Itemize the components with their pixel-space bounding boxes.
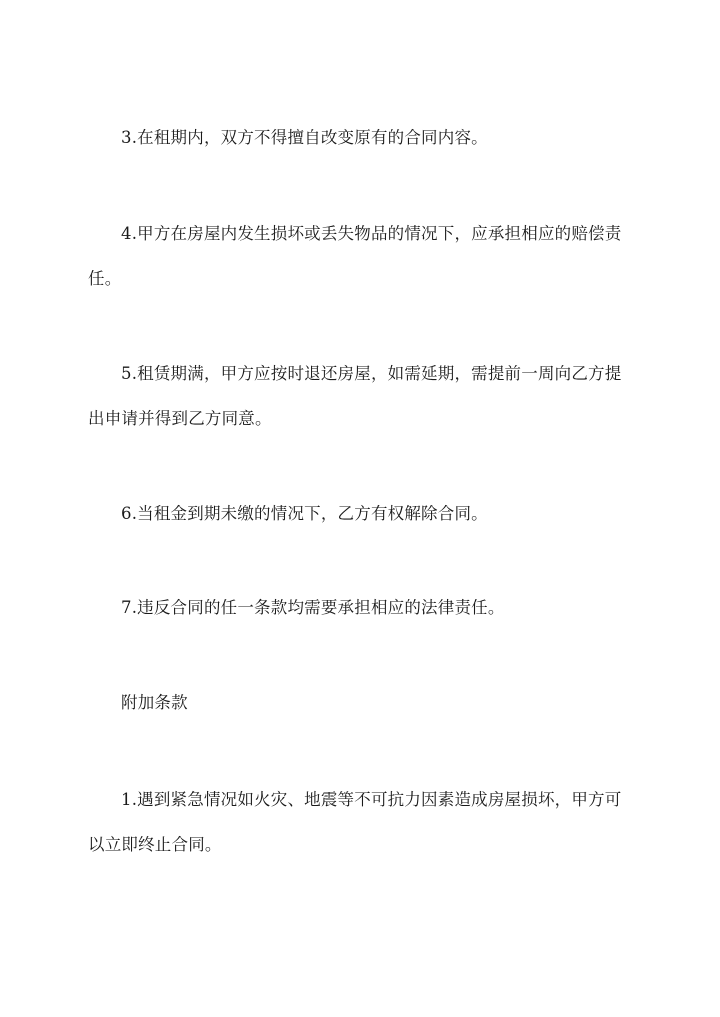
clause-7-paragraph (88, 585, 648, 630)
clause-3-paragraph (88, 115, 648, 160)
clause-4-paragraph (88, 211, 648, 301)
clause-5-paragraph (88, 351, 648, 441)
additional-terms-heading-text: 附加条款 (121, 693, 188, 712)
clause-4-line-1: 4.甲方在房屋内发生损坏或丢失物品的情况下，应承担相应的赔偿责 (121, 224, 622, 243)
additional-clause-1-line-1: 1.遇到紧急情况如火灾、地震等不可抗力因素造成房屋损坏，甲方可 (121, 790, 622, 809)
clause-3-line-1: 3.在租期内，双方不得擅自改变原有的合同内容。 (121, 128, 488, 147)
clause-6-paragraph (88, 491, 648, 536)
clause-7-line-1: 7.违反合同的任一条款均需要承担相应的法律责任。 (121, 598, 505, 617)
clause-6-line-1: 6.当租金到期未缴的情况下，乙方有权解除合同。 (121, 504, 488, 523)
clause-4-line-2: 任。 (88, 269, 122, 288)
additional-clause-1-line-2: 以立即终止合同。 (88, 835, 222, 854)
clause-5-line-2: 出申请并得到乙方同意。 (88, 409, 272, 428)
clause-5-line-1: 5.租赁期满，甲方应按时退还房屋，如需延期，需提前一周向乙方提 (121, 364, 622, 383)
additional-clause-1-paragraph (88, 777, 648, 867)
additional-terms-heading (88, 680, 648, 725)
